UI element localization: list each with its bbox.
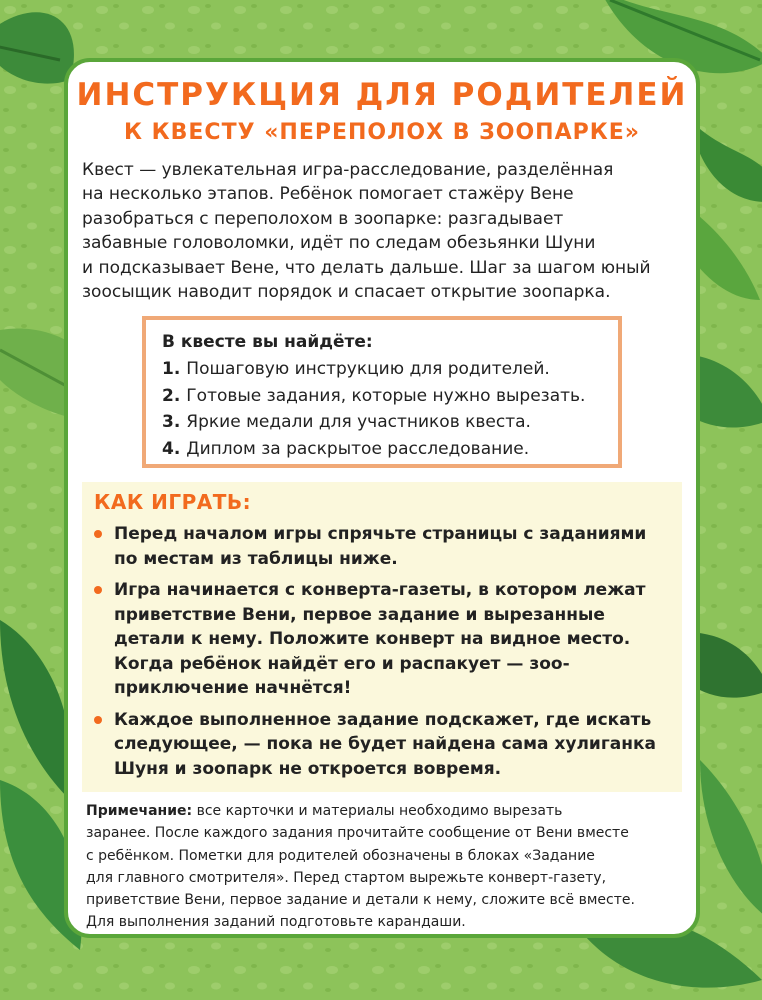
quest-contents-heading: В квесте вы найдёте: — [162, 332, 373, 352]
intro-line: зоосыщик наводит порядок и спасает открытие зоопарка. — [82, 282, 611, 303]
bullet-line: Перед началом игры спрячьте страницы с заданиями — [114, 524, 647, 544]
bullet-line: Когда ребёнок найдёт его и распакует — зоо- — [114, 653, 570, 674]
note-first-line — [86, 800, 686, 822]
how-to-play-box — [82, 482, 682, 792]
item-text: Пошаговую инструкцию для родителей. — [186, 359, 550, 379]
list-item — [94, 522, 656, 571]
bullet-line: по местам из таблицы ниже. — [114, 548, 398, 569]
bullet-line: Игра начинается с конверта-газеты, в котором лежат — [114, 580, 646, 600]
leaf-top-left-icon — [0, 12, 74, 83]
note-label: Примечание: — [86, 803, 193, 819]
bullet-line: Шуня и зоопарк не откроется вовремя. — [114, 758, 502, 779]
note-line: Для выполнения заданий подготовьте карандаши. — [86, 914, 466, 931]
how-to-play-list — [94, 522, 656, 788]
list-item — [162, 383, 585, 410]
bullet-line: детали к нему. Положите конверт на видное место. — [114, 629, 631, 649]
page-subtitle: К КВЕСТУ «ПЕРЕПОЛОХ В ЗООПАРКЕ» — [124, 120, 640, 145]
how-to-play-heading: КАК ИГРАТЬ: — [94, 490, 252, 514]
list-item — [162, 409, 585, 436]
item-text: Диплом за раскрытое расследование. — [186, 438, 530, 459]
quest-contents-list — [162, 356, 585, 462]
note-line: для главного смотрителя». Перед стартом вырежьте конверт-газету, — [86, 869, 607, 886]
item-text: Готовые задания, которые нужно вырезать. — [186, 385, 586, 406]
quest-contents-box — [142, 316, 622, 468]
list-item — [94, 708, 656, 782]
note-paragraph — [86, 800, 686, 934]
list-item — [162, 436, 585, 463]
note-line: приветствие Вени, первое задание и детали к нему, сложите всё вместе. — [86, 892, 635, 909]
intro-line: и подсказывает Вене, что делать дальше. Шаг за шагом юный — [82, 257, 651, 278]
bullet-icon — [94, 716, 102, 724]
intro-line: забавные головоломки, идёт по следам обезьянки Шуни — [82, 233, 596, 254]
list-item — [162, 356, 585, 383]
item-text: Яркие медали для участников квеста. — [186, 412, 531, 432]
item-number: 2. — [162, 385, 181, 406]
intro-line: на несколько этапов. Ребёнок помогает стажёру Вене — [82, 184, 574, 205]
page-title: ИНСТРУКЦИЯ ДЛЯ РОДИТЕЛЕЙ — [76, 77, 688, 113]
item-number: 1. — [162, 359, 181, 379]
note-text: все карточки и материалы необходимо вырезать — [192, 803, 563, 819]
item-number: 3. — [162, 412, 181, 432]
bullet-icon — [94, 530, 102, 538]
item-number: 4. — [162, 438, 181, 459]
intro-paragraph — [82, 158, 682, 304]
note-line: заранее. После каждого задания прочитайте сообщение от Вени вместе — [86, 825, 629, 842]
bullet-icon — [94, 586, 102, 594]
bullet-line: приключение начнётся! — [114, 678, 352, 698]
note-line: с ребёнком. Пометки для родителей обозначены в блоках «Задание — [86, 847, 595, 864]
bullet-line: следующее, — пока не будет найдена сама хулиганка — [114, 734, 656, 754]
bullet-line: приветствие Вени, первое задание и вырезанные — [114, 604, 605, 625]
intro-line: Квест — увлекательная игра-расследование, разделённая — [82, 160, 614, 180]
list-item — [94, 578, 656, 701]
intro-line: разобраться с переполохом в зоопарке: разгадывает — [82, 208, 564, 229]
bullet-line: Каждое выполненное задание подскажет, где искать — [114, 709, 652, 730]
